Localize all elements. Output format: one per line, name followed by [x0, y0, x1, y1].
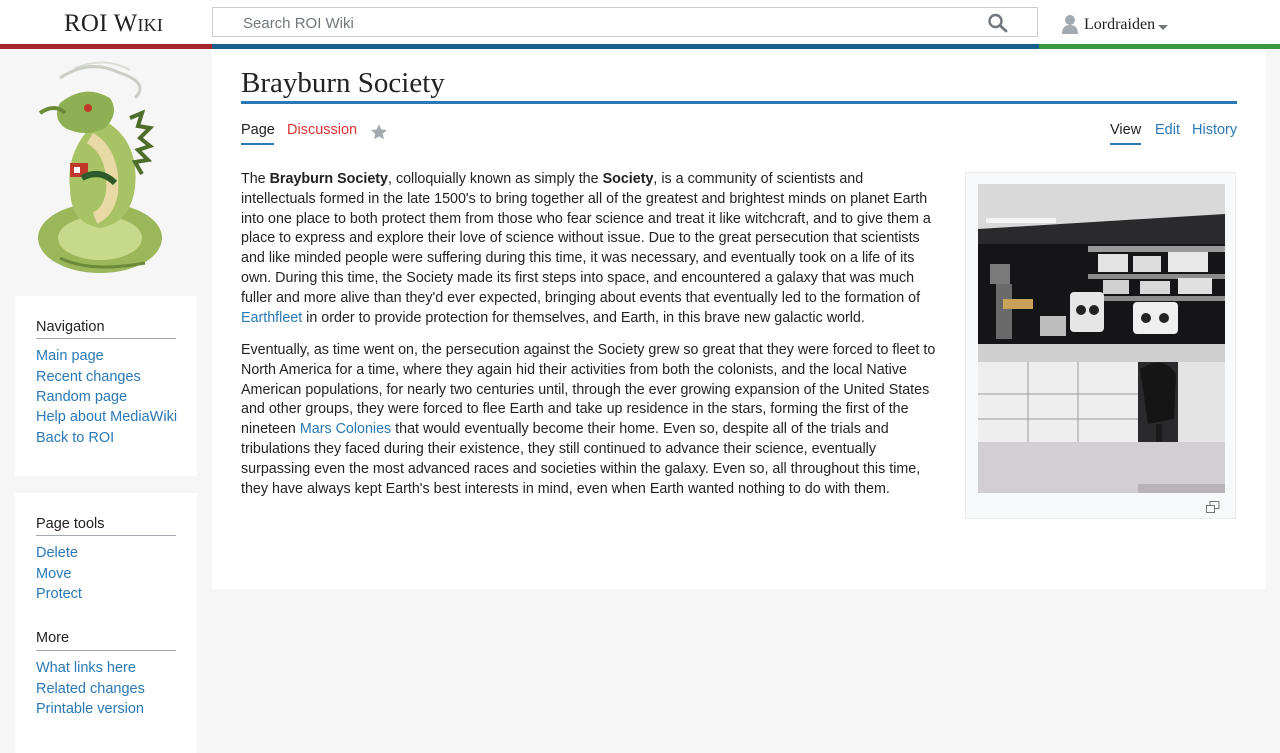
- content-area: [212, 49, 1266, 589]
- sidebar-item-what-links-here[interactable]: What links here: [36, 660, 136, 676]
- tab-page[interactable]: Page: [241, 122, 275, 138]
- sidebar-item-move[interactable]: Move: [36, 566, 72, 582]
- text-run: , colloquially known as simply the: [388, 171, 603, 187]
- navigation-heading: Navigation: [36, 319, 105, 335]
- text-run: that would eventually become their home. Even so, despite all of the trials and tribulations they faced during their existence, they still continued to advance their science, eventually surpassing even the most advanced races and societies within the galaxy. Even so, all throughout this time, they have always kept Earth's best interests in mind, even when Earth wanted nothing to do with them.: [241, 421, 921, 497]
- tab-history[interactable]: History: [1192, 122, 1238, 138]
- sidebar-item-main-page[interactable]: Main page: [36, 348, 104, 364]
- bold-term: Society: [602, 171, 654, 187]
- page-tools-panel: [15, 493, 197, 753]
- user-icon: [1062, 14, 1078, 36]
- sidebar-item-printable-version[interactable]: Printable version: [36, 701, 144, 717]
- navigation-panel: [15, 296, 197, 476]
- star-icon[interactable]: [370, 123, 388, 141]
- active-tab-indicator: [1110, 143, 1141, 145]
- sidebar-item-back-to-roi[interactable]: Back to ROI: [36, 430, 115, 446]
- divider: [36, 338, 176, 339]
- page-tools-heading: Page tools: [36, 516, 105, 532]
- link-earthfleet[interactable]: Earthfleet: [241, 309, 303, 326]
- search-box: [212, 7, 1038, 37]
- active-tab-indicator: [241, 143, 274, 145]
- dragon-logo-image[interactable]: [30, 58, 180, 280]
- sidebar-item-recent-changes[interactable]: Recent changes: [36, 369, 141, 385]
- search-input[interactable]: [241, 12, 965, 34]
- bold-term: Brayburn Society: [269, 171, 388, 187]
- image-thumbnail: [965, 172, 1236, 519]
- more-heading: More: [36, 630, 70, 646]
- sidebar-item-delete[interactable]: Delete: [36, 545, 78, 561]
- divider: [36, 650, 176, 651]
- article-paragraph: [241, 341, 941, 499]
- divider: [36, 535, 176, 536]
- text-run: Eventually, as time went on, the persecution against the Society grew so great that they were forced to fleet to North America for a time, where they again hid their activities from both the colonists, and the local Native American populations, for nearly two centuries until, through the ever growing expansion of the United States and other groups, they were forced to flee Earth and take up residence in the stars, forming the first of the nineteen: [241, 342, 936, 438]
- tab-view[interactable]: View: [1110, 122, 1142, 138]
- article-paragraph: [241, 170, 941, 328]
- tab-edit[interactable]: Edit: [1155, 122, 1180, 138]
- search-icon[interactable]: [987, 13, 1009, 33]
- username: Lordraiden: [1084, 16, 1156, 33]
- magnify-icon[interactable]: [1206, 501, 1220, 513]
- title-divider: [241, 101, 1237, 104]
- sidebar-item-help[interactable]: Help about MediaWiki: [36, 409, 178, 425]
- header-color-bar-red: [0, 44, 212, 49]
- link-mars-colonies[interactable]: Mars Colonies: [299, 421, 392, 438]
- sidebar-item-protect[interactable]: Protect: [36, 586, 82, 602]
- sidebar-item-random-page[interactable]: Random page: [36, 389, 128, 405]
- sidebar-item-related-changes[interactable]: Related changes: [36, 681, 145, 697]
- header: [0, 0, 1280, 50]
- tab-discussion[interactable]: Discussion: [287, 122, 358, 138]
- site-logo-text[interactable]: ROI Wiki: [64, 10, 164, 37]
- page-title: Brayburn Society: [241, 67, 445, 99]
- chevron-down-icon: [1158, 25, 1168, 31]
- text-run: The: [241, 171, 270, 187]
- text-run: , is a community of scientists and intellectuals formed in the late 1500's to bring together all of the greatest and brightest minds on planet Earth into one place to both protect them from those who fear science and treat it like witchcraft, and to give them a place to express and explore their love of science without issue. Due to the great persecution that scientists and like minded people were suffering during this time, it was necessary, and eventually took on a life of its own. During this time, the Society made its first steps into space, and encountered a galaxy that was much fuller and more alive than they'd ever expected, bringing about events that eventually led to the formation of: [241, 171, 931, 306]
- laboratory-image[interactable]: [978, 184, 1225, 493]
- text-run: in order to provide protection for themselves, and Earth, in this brave new galactic world.: [302, 309, 865, 326]
